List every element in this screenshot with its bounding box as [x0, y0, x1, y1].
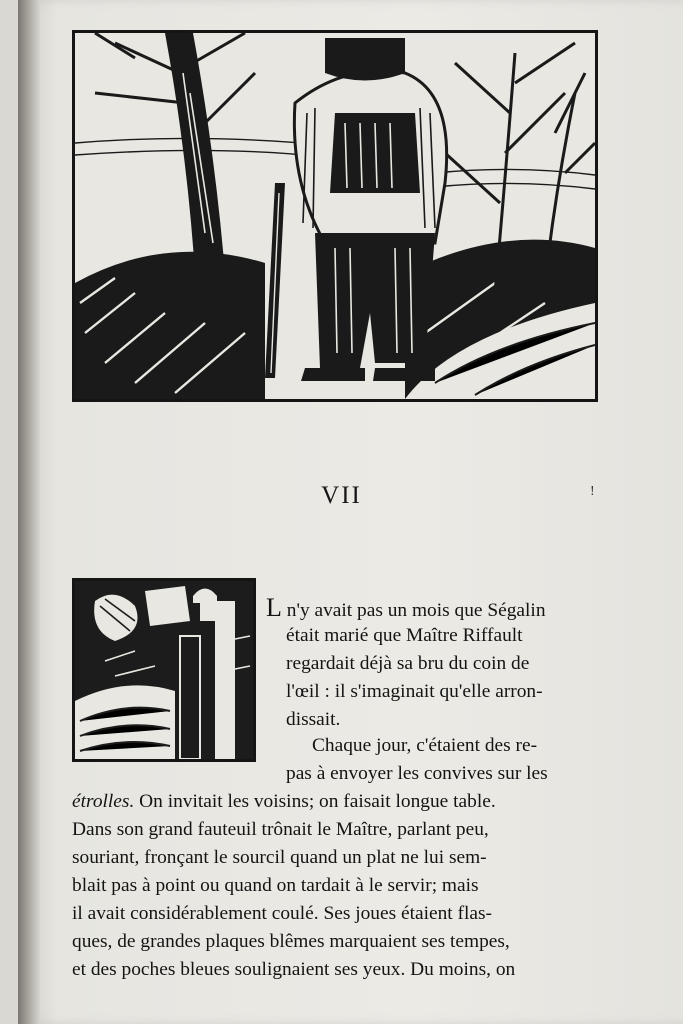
- text-line: pas à envoyer les convives sur les: [286, 763, 548, 784]
- text-line: regardait déjà sa bru du coin de: [286, 653, 530, 674]
- drop-cap: L: [266, 593, 282, 622]
- text-line: souriant, fronçant le sourcil quand un plat ne lui sem-: [72, 847, 487, 868]
- header-woodcut-illustration: [72, 30, 598, 402]
- initial-woodcut-block: [72, 578, 256, 762]
- woodcut-peasant-with-cane-icon: [75, 33, 595, 399]
- text-line: dissait.: [286, 709, 341, 730]
- italic-word: étrolles.: [72, 791, 135, 812]
- text-line: blait pas à point ou quand on tardait à le servir; mais: [72, 875, 479, 896]
- text-line: l'œil : il s'imaginait qu'elle arron-: [286, 681, 543, 702]
- text-line: Chaque jour, c'étaient des re-: [312, 735, 538, 756]
- text-line: il avait considérablement coulé. Ses joues étaient flas-: [72, 903, 492, 924]
- margin-mark: !: [590, 484, 595, 499]
- text-line: Dans son grand fauteuil trônait le Maître, parlant peu,: [72, 819, 489, 840]
- chapter-number: VII: [321, 482, 362, 509]
- text-line: était marié que Maître Riffault: [286, 625, 523, 646]
- book-spine-shadow: [18, 0, 40, 1024]
- text-line-content: n'y avait pas un mois que Ségalin: [286, 600, 546, 621]
- text-line: [266, 594, 546, 625]
- text-line: ques, de grandes plaques blêmes marquaient ses tempes,: [72, 931, 510, 952]
- text-line-content: On invitait les voisins; on faisait longue table.: [134, 791, 496, 812]
- text-line: [72, 788, 496, 816]
- woodcut-initial-letter-icon: [75, 581, 253, 759]
- text-line: et des poches bleues soulignaient ses yeux. Du moins, on: [72, 959, 516, 980]
